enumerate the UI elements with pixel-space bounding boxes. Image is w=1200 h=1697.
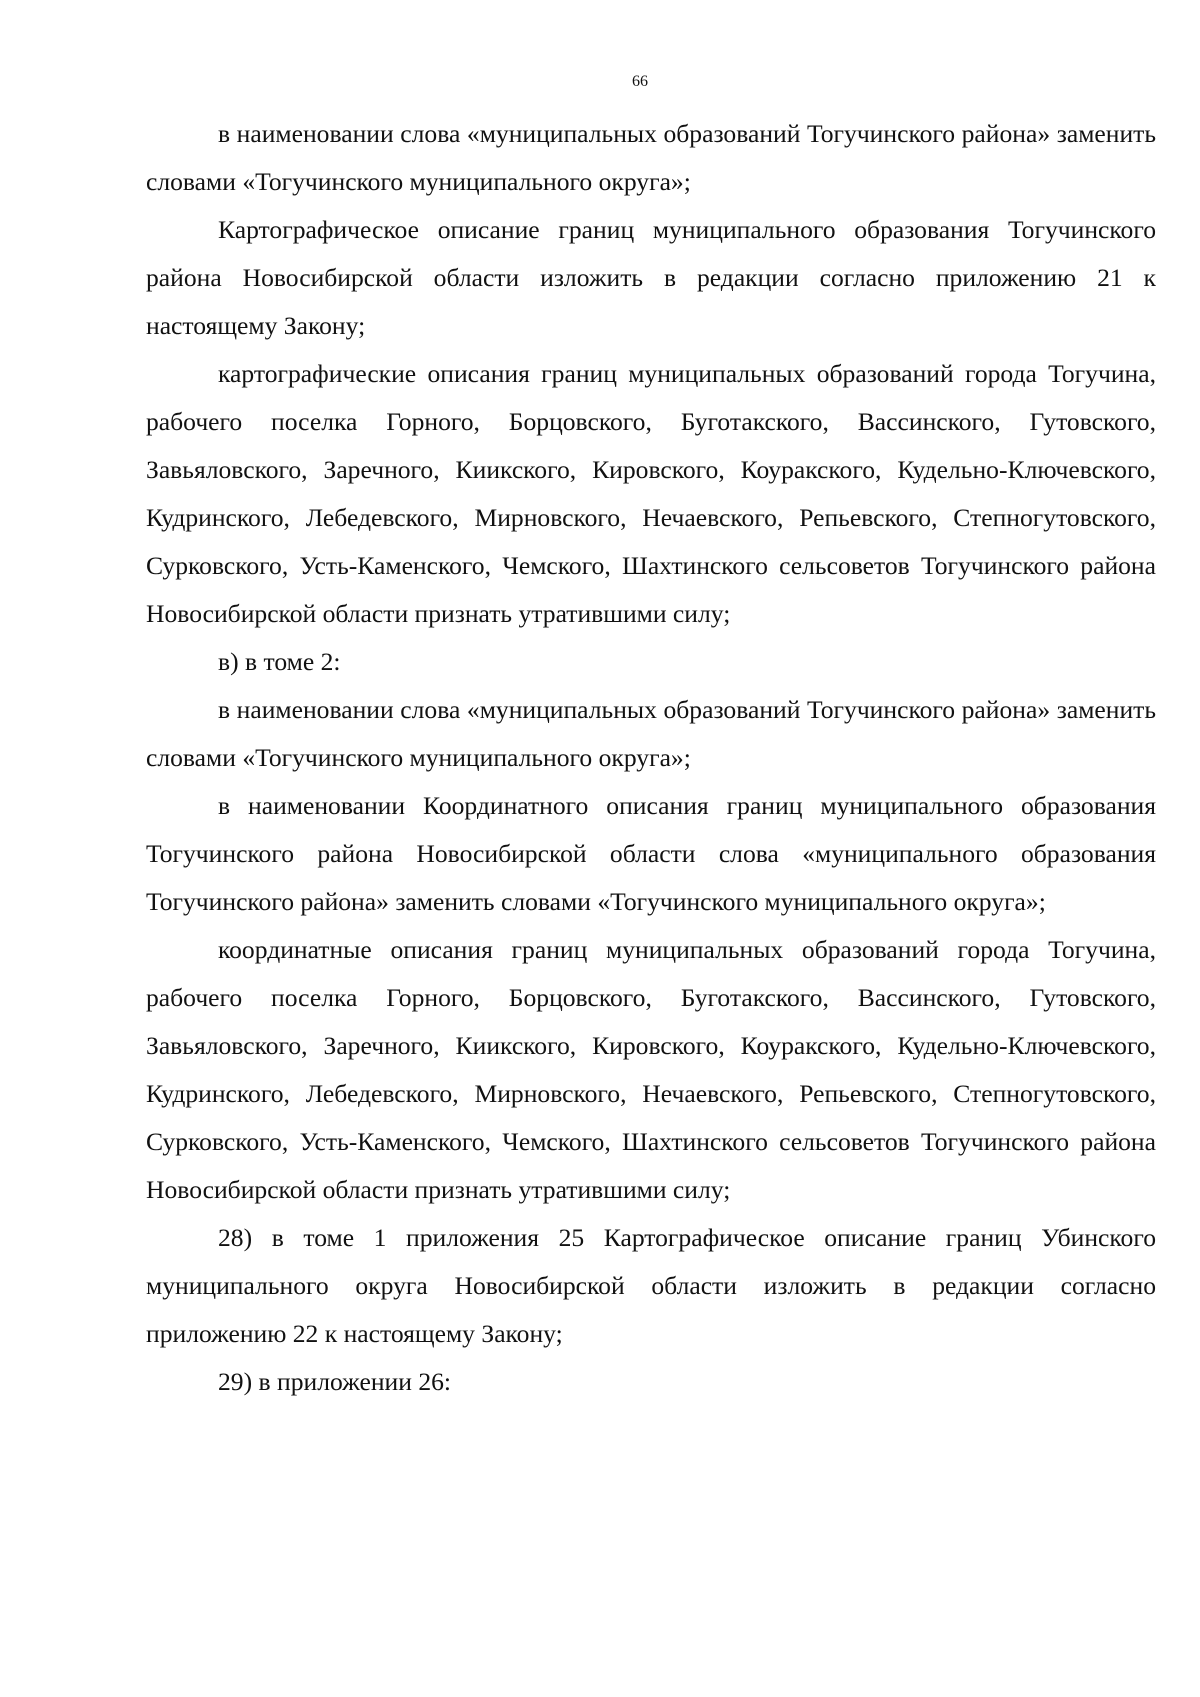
paragraph: Картографическое описание границ муниципального образования Тогучинского района Новосибирской области изложить в редакции согласно приложению 21 к настоящему Закону; [146, 215, 1156, 340]
paragraph: координатные описания границ муниципальных образований города Тогучина, рабочего поселка Горного, Борцовского, Буготакского, Вассинского, Гутовского, Завьяловского, Заречного, Киикского, Кировского, Коуракского, Кудельно-Ключевского, Кудринского, Лебедевского, Мирновского, Нечаевского, Репьевского, Степногутовского, Сурковского, Усть-Каменского, Чемского, Шахтинского сельсоветов Тогучинского района Новосибирской области признать утратившими силу; [146, 935, 1156, 1204]
page-number: 66 [632, 73, 648, 90]
paragraph: 29) в приложении 26: [218, 1367, 452, 1396]
paragraph: в наименовании слова «муниципальных образований Тогучинского района» заменить словами «Тогучинского муниципального округа»; [146, 695, 1156, 772]
paragraph: картографические описания границ муниципальных образований города Тогучина, рабочего поселка Горного, Борцовского, Буготакского, Вассинского, Гутовского, Завьяловского, Заречного, Киикского, Кировского, Коуракского, Кудельно-Ключевского, Кудринского, Лебедевского, Мирновского, Нечаевского, Репьевского, Степногутовского, Сурковского, Усть-Каменского, Чемского, Шахтинского сельсоветов Тогучинского района Новосибирской области признать утратившими силу; [146, 359, 1156, 628]
document-body [146, 110, 1156, 1406]
paragraph: в наименовании Координатного описания границ муниципального образования Тогучинского района Новосибирской области слова «муниципального образования Тогучинского района» заменить словами «Тогучинского муниципального округа»; [146, 791, 1156, 916]
paragraph: 28) в томе 1 приложения 25 Картографическое описание границ Убинского муниципального округа Новосибирской области изложить в редакции согласно приложению 22 к настоящему Закону; [146, 1223, 1156, 1348]
paragraph: в) в томе 2: [218, 647, 341, 676]
paragraph: в наименовании слова «муниципальных образований Тогучинского района» заменить словами «Тогучинского муниципального округа»; [146, 119, 1156, 196]
